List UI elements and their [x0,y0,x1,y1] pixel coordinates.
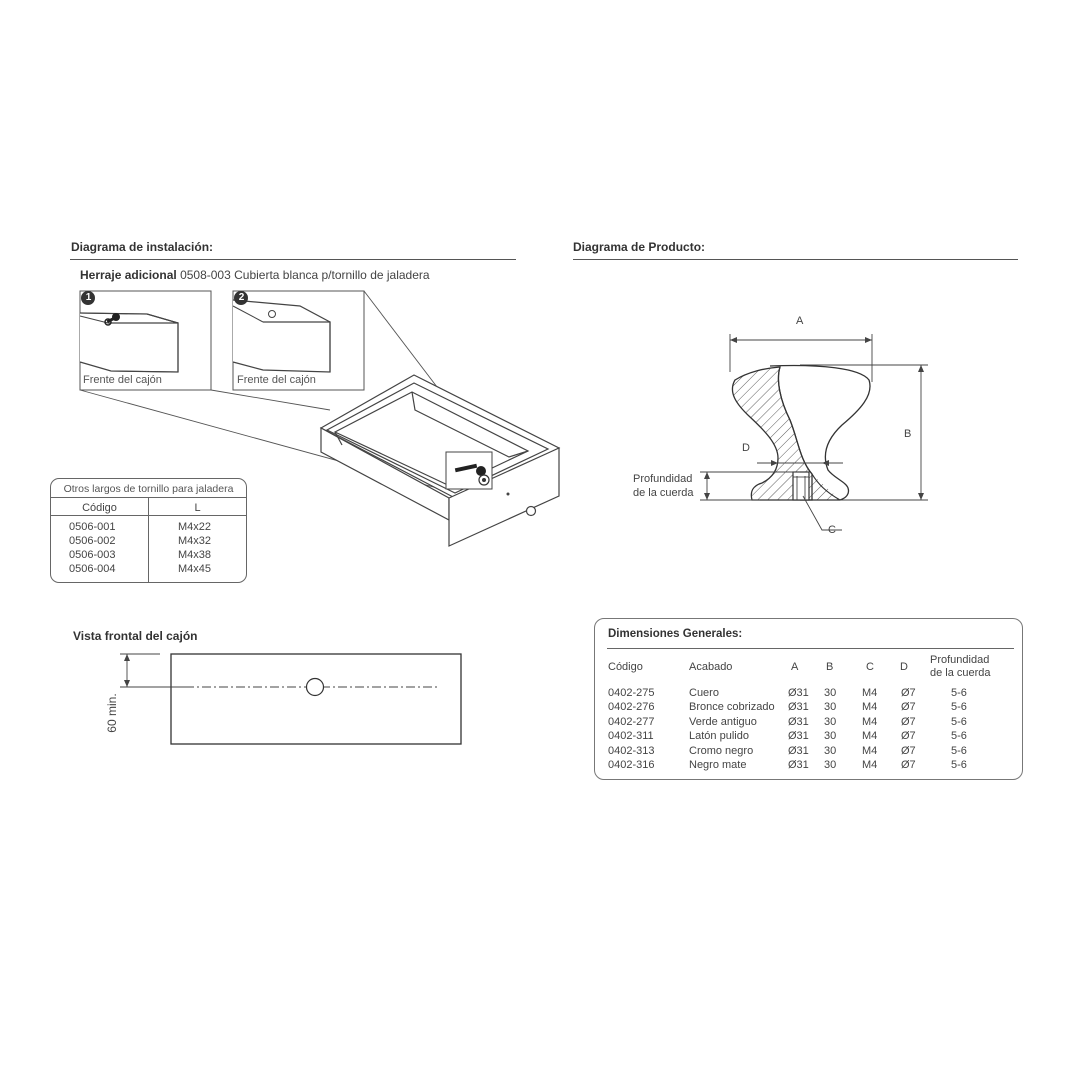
dim-a: Ø31 [788,701,809,714]
step1-caption: Frente del cajón [83,374,162,386]
dimension-c-leader [803,496,842,530]
screw-length: M4x22 [178,521,212,533]
dim-c: M4 [862,715,878,728]
dim-b: 30 [824,744,837,757]
dim-d: Ø7 [901,715,916,728]
dimensions-title: Dimensiones Generales: [608,628,743,640]
dim-d: Ø7 [901,687,916,699]
hardware-text: 0508-003 Cubierta blanca p/tornillo de jaladera [180,268,430,282]
front-dimension-label: 60 min. [105,693,119,733]
dim-d: Ø7 [901,759,916,772]
hardware-label: Herraje adicional [80,268,177,282]
screw-header-code: Código [82,502,117,514]
dim-a: Ø31 [788,759,809,772]
dim-a: Ø31 [788,687,809,699]
dim-header-finish: Acabado [689,661,733,673]
dim-d: Ø7 [901,730,916,743]
dim-c: M4 [862,687,878,699]
dim-b-col [824,686,836,772]
dim-code: 0402-276 [608,701,655,714]
depth-label-line2: de la cuerda [633,487,694,499]
dim-header-depth-line2: de la cuerda [930,667,991,679]
dim-header-d: D [900,661,908,673]
label-a: A [796,315,804,327]
dim-depth: 5-6 [951,730,967,743]
dim-b: 30 [824,687,837,699]
dim-c-col [862,686,877,772]
dim-c: M4 [862,759,878,772]
screw-code: 0506-003 [69,549,116,561]
dim-finish: Negro mate [689,759,747,772]
dim-finish-col [689,686,775,772]
dim-c: M4 [862,744,878,757]
screw-table-caption: Otros largos de tornillo para jaladera [63,483,234,495]
dim-c: M4 [862,701,878,714]
dim-depth: 5-6 [951,759,967,772]
screw-code: 0506-004 [69,563,116,575]
dim-header-depth [930,654,991,680]
dim-a: Ø31 [788,730,809,743]
installation-title: Diagrama de instalación: [71,240,214,254]
dim-header-b: B [826,661,834,673]
dim-d: Ø7 [901,744,916,757]
depth-label [633,472,694,500]
screw-code: 0506-001 [69,521,116,533]
dim-code: 0402-275 [608,687,655,699]
step2-number: 2 [238,292,245,303]
label-c: C [828,524,836,536]
step2-caption: Frente del cajón [237,374,316,386]
dim-finish: Bronce cobrizado [689,701,775,714]
label-d: D [742,442,750,454]
depth-label-line1: Profundidad [633,473,693,485]
dim-b: 30 [824,730,837,743]
dim-code: 0402-277 [608,715,655,728]
screw-length: M4x38 [178,549,212,561]
dim-depth-col [951,686,967,772]
dim-code-col [608,686,655,772]
dim-header-code: Código [608,661,643,673]
dim-depth: 5-6 [951,701,967,714]
dim-header-c: C [866,661,874,673]
dim-code: 0402-313 [608,744,655,757]
dim-d: Ø7 [901,701,916,714]
dim-depth: 5-6 [951,715,967,728]
dim-header-depth-line1: Profundidad [930,654,990,666]
dim-finish: Cromo negro [689,744,754,757]
dimensions-table [594,618,1023,780]
dim-code: 0402-311 [608,730,654,743]
screw-length: M4x45 [178,563,212,575]
dim-b: 30 [824,715,837,728]
dim-code: 0402-316 [608,759,655,772]
dim-b: 30 [824,701,837,714]
dim-d-col [901,686,916,772]
dim-finish: Latón pulido [689,730,749,743]
dim-a: Ø31 [788,744,809,757]
dim-depth: 5-6 [951,687,967,699]
screw-length: M4x32 [178,535,212,547]
dim-b: 30 [824,759,837,772]
label-b: B [904,428,912,440]
screw-header-length: L [194,502,201,514]
dim-a: Ø31 [788,715,809,728]
dim-a-col [788,686,809,772]
product-title: Diagrama de Producto: [573,240,706,254]
dim-header-a: A [791,661,799,673]
screw-code: 0506-002 [69,535,116,547]
dim-finish: Cuero [689,687,719,699]
step1-number: 1 [85,292,92,303]
front-view-title: Vista frontal del cajón [73,629,198,643]
dim-finish: Verde antiguo [689,715,757,728]
dim-depth: 5-6 [951,744,967,757]
dim-c: M4 [862,730,878,743]
thread-hole [793,472,809,500]
